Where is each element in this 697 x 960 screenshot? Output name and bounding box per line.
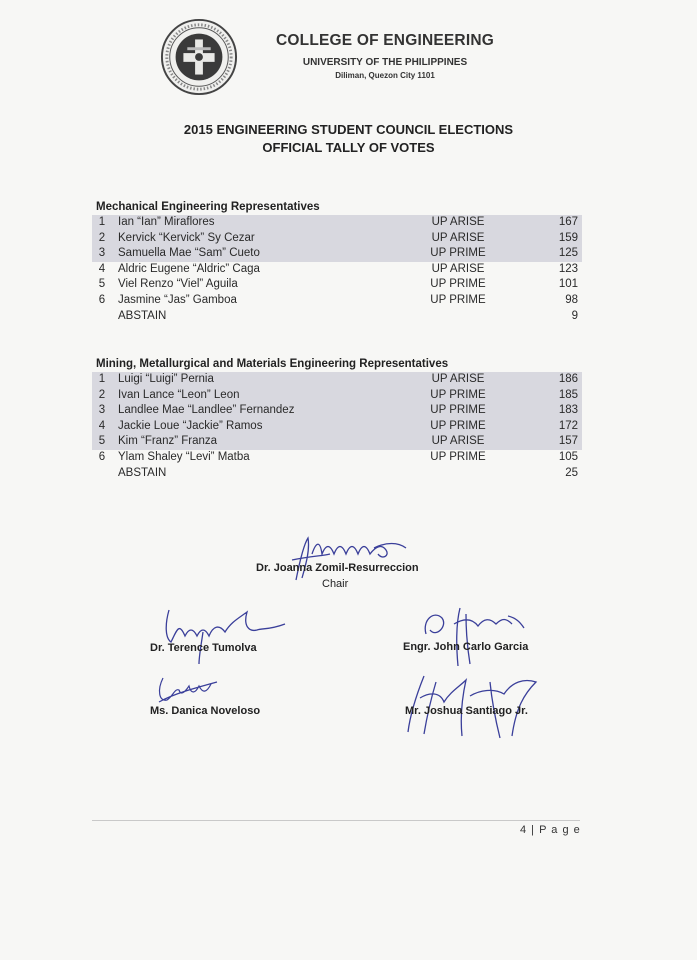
- table-row: [92, 434, 582, 450]
- party-cell: UP ARISE: [408, 215, 508, 231]
- abstain-label: ABSTAIN: [118, 309, 167, 322]
- rank-cell: 1: [92, 372, 112, 388]
- candidate-name: Kim “Franz” Franza: [112, 434, 408, 450]
- college-seal-logo: [160, 18, 238, 96]
- votes-cell: 186: [508, 372, 582, 388]
- table-row: [92, 293, 582, 309]
- table-row-abstain: [92, 309, 582, 325]
- table-row: [92, 450, 582, 466]
- table-row: [92, 246, 582, 262]
- table-row: [92, 403, 582, 419]
- member4-name: Mr. Joshua Santiago Jr.: [405, 705, 528, 717]
- chair-role: Chair: [322, 578, 349, 590]
- party-cell: UP PRIME: [408, 419, 508, 435]
- rank-cell: 1: [92, 215, 112, 231]
- votes-cell: 9: [571, 309, 578, 322]
- party-cell: UP ARISE: [431, 262, 485, 275]
- rank-cell: 5: [98, 278, 106, 291]
- candidate-name: Jasmine “Jas” Gamboa: [118, 293, 237, 306]
- candidate-name: Landlee Mae “Landlee” Fernandez: [112, 403, 408, 419]
- document-subtitle: OFFICIAL TALLY OF VOTES: [262, 140, 435, 155]
- member3-signature: [155, 672, 225, 706]
- party-cell: [408, 309, 508, 325]
- votes-cell: 172: [508, 419, 582, 435]
- university-address: Diliman, Quezon City 1101: [335, 71, 435, 80]
- rank-cell: 4: [92, 419, 112, 435]
- rank-cell: [92, 309, 112, 325]
- candidate-name: Aldric Eugene “Aldric” Caga: [118, 262, 260, 275]
- candidate-name: Samuella Mae “Sam” Cueto: [112, 246, 408, 262]
- rank-cell: 2: [92, 388, 112, 404]
- votes-cell: 105: [558, 450, 578, 463]
- table-row: [92, 277, 582, 293]
- rank-cell: 3: [92, 246, 112, 262]
- votes-cell: 101: [558, 278, 578, 291]
- table-row: [92, 372, 582, 388]
- section-title-mechanical: Mechanical Engineering Representatives: [96, 201, 320, 213]
- table-row-abstain: [92, 466, 582, 482]
- abstain-label: ABSTAIN: [118, 466, 167, 479]
- rank-cell: [92, 466, 112, 482]
- table-row: [92, 419, 582, 435]
- votes-cell: 159: [508, 231, 582, 247]
- candidate-name: Viel Renzo “Viel” Aguila: [118, 278, 238, 291]
- section-title-mining: Mining, Metallurgical and Materials Engineering Representatives: [96, 358, 449, 370]
- member3-name: Ms. Danica Noveloso: [150, 705, 261, 717]
- rank-cell: 6: [98, 450, 106, 463]
- member2-signature: [420, 604, 530, 666]
- votes-cell: 25: [565, 466, 578, 479]
- votes-cell: 183: [508, 403, 582, 419]
- votes-cell: 125: [508, 246, 582, 262]
- tally-table-mining: [92, 372, 582, 481]
- party-cell: UP ARISE: [408, 231, 508, 247]
- college-name: COLLEGE OF ENGINEERING: [276, 32, 494, 49]
- chair-name: Dr. Joanna Zomil-Resurreccion: [256, 562, 419, 574]
- party-cell: UP PRIME: [430, 278, 486, 291]
- party-cell: UP PRIME: [408, 246, 508, 262]
- table-row: [92, 388, 582, 404]
- table-row: [92, 215, 582, 231]
- votes-cell: 123: [558, 262, 578, 275]
- member2-name: Engr. John Carlo Garcia: [403, 641, 529, 653]
- candidate-name: Ivan Lance “Leon” Leon: [112, 388, 408, 404]
- tally-table-mechanical: [92, 215, 582, 324]
- votes-cell: 157: [508, 434, 582, 450]
- party-cell: UP PRIME: [408, 403, 508, 419]
- candidate-name: Ylam Shaley “Levi” Matba: [118, 450, 250, 463]
- candidate-name: Ian “Ian” Miraflores: [112, 215, 408, 231]
- rank-cell: 5: [92, 434, 112, 450]
- votes-cell: 98: [565, 293, 578, 306]
- candidate-name: Jackie Loue “Jackie” Ramos: [112, 419, 408, 435]
- table-row: [92, 231, 582, 247]
- rank-cell: 4: [98, 262, 106, 275]
- page-number: 4 | P a g e: [520, 824, 581, 836]
- party-cell: UP ARISE: [408, 372, 508, 388]
- rank-cell: 3: [92, 403, 112, 419]
- rank-cell: 2: [92, 231, 112, 247]
- party-cell: [408, 466, 508, 482]
- member1-signature: [155, 602, 295, 664]
- party-cell: UP PRIME: [408, 388, 508, 404]
- party-cell: UP PRIME: [430, 450, 486, 463]
- rank-cell: 6: [98, 293, 106, 306]
- university-name: UNIVERSITY OF THE PHILIPPINES: [302, 57, 468, 68]
- votes-cell: 167: [508, 215, 582, 231]
- table-row: [92, 262, 582, 278]
- party-cell: UP ARISE: [408, 434, 508, 450]
- footer-divider: [92, 820, 580, 821]
- candidate-name: Kervick “Kervick” Sy Cezar: [112, 231, 408, 247]
- chair-signature: [282, 530, 412, 585]
- votes-cell: 185: [508, 388, 582, 404]
- member1-name: Dr. Terence Tumolva: [150, 642, 257, 654]
- party-cell: UP PRIME: [430, 293, 486, 306]
- document-title: 2015 ENGINEERING STUDENT COUNCIL ELECTIONS: [183, 122, 514, 137]
- candidate-name: Luigi “Luigi” Pernia: [112, 372, 408, 388]
